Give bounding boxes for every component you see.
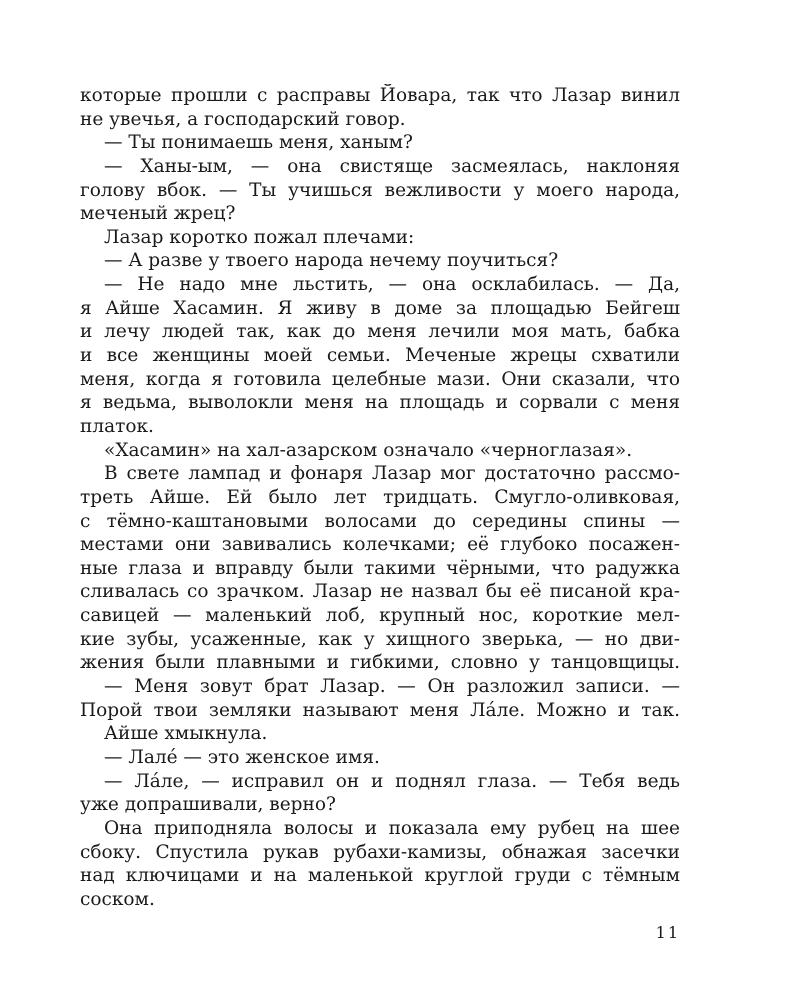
- text-line: треть Айше. Ей было лет тридцать. Смугло-оливковая,: [80, 486, 680, 508]
- text-line: над ключицами и на маленькой круглой груди с тёмным: [80, 865, 680, 887]
- text-line: сливалась со зрачком. Лазар не назвал бы её писаной кра-: [80, 581, 680, 603]
- text-line: Айше хмыкнула.: [104, 723, 268, 745]
- text-line: жения были плавными и гибкими, словно у танцовщицы.: [80, 652, 680, 674]
- page-number: 11: [655, 923, 680, 942]
- text-line: — Лале́ — это женское имя.: [104, 746, 380, 768]
- text-line: уже допрашивали, верно?: [80, 794, 336, 816]
- text-line: меня, когда я готовила целебные мази. Они сказали, что: [80, 368, 680, 390]
- text-line: и все женщины моей семьи. Меченые жрецы схватили: [80, 345, 680, 367]
- text-line: — Меня зовут брат Лазар. — Он разложил записи. —: [104, 676, 680, 698]
- text-line: Порой твои земляки называют меня Ла́ле. Можно и так.: [80, 699, 680, 721]
- text-line: Она приподняла волосы и показала ему рубец на шее: [104, 817, 680, 839]
- text-line: меченый жрец?: [80, 203, 236, 225]
- text-line: которые прошли с расправы Йовара, так что Лазар винил: [80, 85, 680, 106]
- text-line: — Ханы-ым, — она свистяще засмеялась, наклоняя: [104, 155, 680, 177]
- text-line: — Ла́ле, — исправил он и поднял глаза. — Тебя ведь: [104, 770, 680, 792]
- text-line: — А разве у твоего народа нечему поучиться?: [104, 250, 559, 272]
- text-line: кие зубы, усаженные, как у хищного зверька, — но дви-: [80, 628, 680, 650]
- text-line: сбоку. Спустила рукав рубахи-камизы, обнажая засечки: [80, 841, 680, 863]
- text-line: местами они завивались колечками; её глубоко посажен-: [80, 534, 680, 556]
- text-line: — Не надо мне льстить, — она осклабилась. — Да,: [104, 274, 680, 296]
- text-line: Лазар коротко пожал плечами:: [104, 226, 415, 248]
- text-line: ные глаза и вправду были такими чёрными, что радужка: [80, 557, 680, 579]
- text-line: «Хасамин» на хал-азарском означало «черноглазая».: [104, 439, 633, 461]
- text-line: я ведьма, выволокли меня на площадь и сорвали с меня: [80, 392, 680, 414]
- page-text: [80, 84, 680, 911]
- text-line: с тёмно-каштановыми волосами до середины спины —: [80, 510, 680, 532]
- text-line: В свете лампад и фонаря Лазар мог достаточно рассмо-: [104, 463, 680, 485]
- text-line: и лечу людей так, как до меня лечили моя мать, бабка: [80, 321, 680, 343]
- text-line: — Ты понимаешь меня, ханым?: [104, 132, 413, 154]
- text-line: платок.: [80, 415, 154, 437]
- text-line: савицей — маленький лоб, крупный нос, короткие мел-: [80, 605, 680, 627]
- text-line: голову вбок. — Ты учишься вежливости у моего народа,: [80, 179, 680, 201]
- text-line: я Айше Хасамин. Я живу в доме за площадью Бейгеш: [80, 297, 680, 319]
- text-line: не увечья, а господарский говор.: [80, 108, 406, 130]
- text-line: соском.: [80, 888, 155, 910]
